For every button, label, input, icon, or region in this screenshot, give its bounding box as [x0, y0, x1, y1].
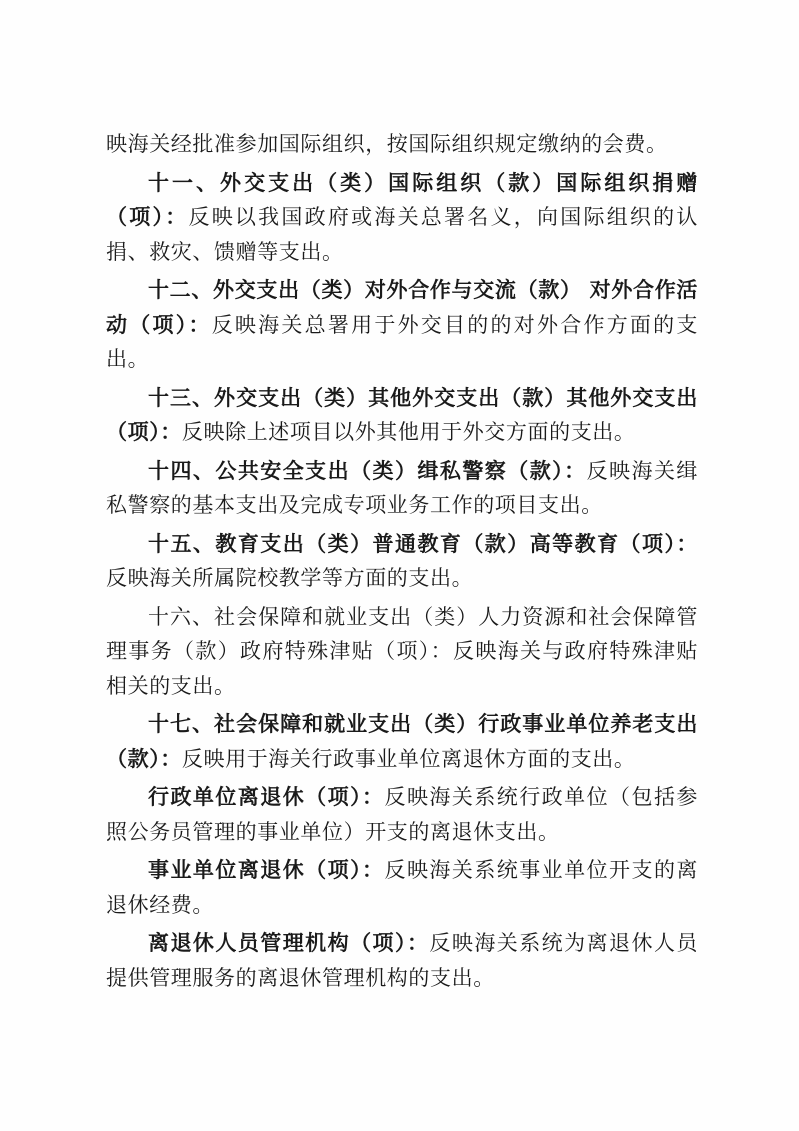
paragraph-heading: 行政单位离退休（项）： [148, 784, 385, 809]
paragraph-text: 反映海关缉私警察的基本支出及完成专项业务工作的项目支出。 [106, 458, 699, 517]
paragraph-text: 反映海关总署用于外交目的的对外合作方面的支出。 [106, 312, 698, 371]
paragraph-text: 反映除上述项目以外其他用于外交方面的支出。 [181, 420, 636, 444]
paragraph-heading: 十三、外交支出（类）其他外交支出（款）其他外交支出（项）： [106, 384, 698, 444]
paragraph-heading: 十二、外交支出（类）对外合作与交流（款） 对外合作活动（项）： [106, 277, 698, 337]
document-body [106, 127, 698, 999]
paragraph-text: 映海关经批准参加国际组织，按国际组织规定缴纳的会费。 [106, 132, 668, 156]
paragraph-text: 反映以我国政府或海关总署名义，向国际组织的认捐、救灾、馈赠等支出。 [106, 205, 698, 264]
paragraph-item-12 [106, 273, 698, 377]
paragraph-text: 反映海关所属院校教学等方面的支出。 [106, 566, 474, 590]
paragraph-text: 反映用于海关行政事业单位离退休方面的支出。 [181, 746, 636, 771]
paragraph-item-17-retired-public-institution [106, 853, 698, 922]
paragraph-item-15 [106, 527, 698, 596]
paragraph-item-17-retired-admin [106, 780, 698, 849]
paragraph-item-17-retiree-management [106, 926, 698, 995]
paragraph-heading: 十七、社会保障和就业支出（类）行政事业单位养老支出（款）： [106, 711, 698, 771]
paragraph-heading: 十一、外交支出（类）国际组织（款）国际组织捐赠（项）： [106, 169, 698, 229]
paragraph-heading: 十四、公共安全支出（类）缉私警察（款）： [148, 457, 587, 483]
paragraph-text: 反映海关系统为离退休人员提供管理服务的离退休管理机构的支出。 [106, 931, 698, 990]
paragraph-text: 反映海关系统行政单位（包括参照公务员管理的事业单位）开支的离退休支出。 [106, 785, 698, 844]
paragraph-item-14 [106, 454, 698, 523]
paragraph-item-13 [106, 381, 698, 450]
paragraph-text: 十六、社会保障和就业支出（类）人力资源和社会保障管理事务（款）政府特殊津贴（项）：反映海关与政府特殊津贴相关的支出。 [106, 604, 698, 698]
paragraph-heading: 事业单位离退休（项）： [148, 857, 385, 882]
paragraph-text: 反映海关系统事业单位开支的离退休经费。 [106, 858, 698, 917]
paragraph-item-17 [106, 707, 698, 776]
paragraph-heading: 离退休人员管理机构（项）： [148, 930, 430, 955]
paragraph-item-11 [106, 166, 698, 270]
paragraph-item-16 [106, 600, 698, 704]
paragraph-heading: 十五、教育支出（类）普通教育（款）高等教育（项）： [148, 530, 698, 556]
paragraph-continuation [106, 127, 698, 162]
